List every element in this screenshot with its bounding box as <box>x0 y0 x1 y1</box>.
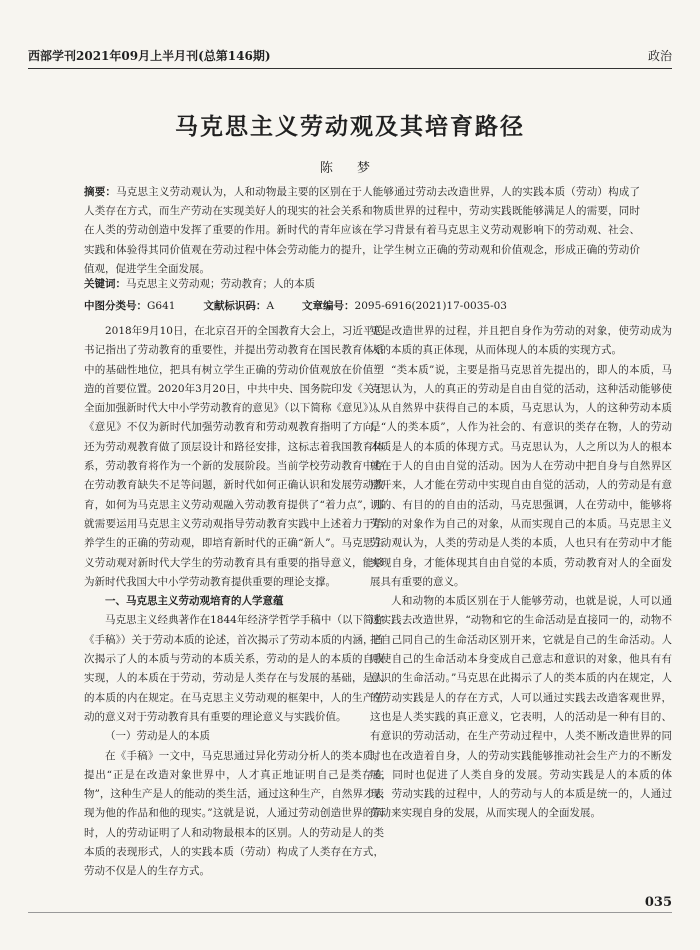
document-code: 文献标识码：A <box>203 300 275 312</box>
article-meta <box>84 297 640 316</box>
article-number: 文章编号：2095-6916(2021)17-0035-03 <box>302 300 507 312</box>
clc-number: 中图分类号：G641 <box>84 300 176 312</box>
footer-rule <box>28 912 672 913</box>
section-heading: 一、马克思主义劳动观培育的人学意蕴 <box>105 595 284 608</box>
body-paragraph: 在《手稿》一文中，马克思通过异化劳动分析人的类本质，提出“正是在改造对象世界中，人才真正地证明自己是类存在物”，这种生产是人的能动的类生活，通过这种生产，自然界才表现为他的作品和他的现实。”这就是说，人通过劳动创造世界的同时，人的劳动证明了人和动物最根本的区别。人的劳动是人的类本质的表现形式，人的实践本质（劳动）构成了人类存在方式，劳动不仅是人的生存方式。 <box>84 749 384 878</box>
keywords <box>84 275 640 294</box>
body-column-left <box>84 322 384 882</box>
body-paragraph: 马克思主义经典著作在1844年经济学哲学手稿中（以下简称《手稿》）关于劳动本质的论述，首次揭示了劳动本质的内涵，首次揭示了人的本质与劳动的本质关系，劳动的是人的本质的自我实现，人的本质在于劳动，劳动是人类存在与发展的基础，是人的本质的内在规定。在马克思主义劳动观的框架中，人的生产劳动的意义对于劳动教育具有重要的理论意义与实践价值。 <box>84 614 384 723</box>
abstract-text: 马克思主义劳动观认为，人和动物最主要的区别在于人能够通过劳动去改造世界，人的实践本质（劳动）构成了人类存在方式，而生产劳动在实现美好人的现实的社会关系和物质世界的过程中，劳动实践既能够满足人的需要，同时在人类的劳动创造中发挥了重要的作用。新时代的青年应该在学习背景有着马克思主义劳动观影响下的劳动观、社会、实践和体验得其同价值观在劳动过程中体会劳动能力的提升，让学生树立正确的劳动观和价值观念，形成正确的劳动价值观，促进学生全面发展。 <box>84 186 641 275</box>
abstract-label: 摘要： <box>84 186 117 198</box>
keywords-label: 关键词： <box>84 278 126 290</box>
keywords-text: 马克思主义劳动观；劳动教育；人的本质 <box>126 278 315 290</box>
journal-name: 西部学刊2021年09月上半月刊(总第146期) <box>28 49 271 63</box>
body-paragraph: 更是改造世界的过程，并且把自身作为劳动的对象，使劳动成为人的本质的真正体现，从而体现人的本质的实现方式。 <box>370 325 672 357</box>
abstract <box>84 183 640 279</box>
body-paragraph: 2018年9月10日，在北京召开的全国教育大会上，习近平总书记指出了劳动教育的重要性，并提出劳动教育在国民教育体系中的基础性地位，把具有树立学生正确的劳动价值观放在价值塑造的首要位置。2020年3月20日，中共中央、国务院印发《关于全面加强新时代大中小学劳动教育的意见》（以下简称《意见》）。《意见》不仅为新时代加强劳动教育和劳动观教育指明了方向，还为劳动观教育做了顶层设计和路径安排，这标志着我国教育体系，劳动教育将作为一个新的发展阶段。当前学校劳动教育中存在劳动教育缺失不足等问题，新时代如何正确认识和发展劳动教育，如何为马克思主义劳动观融入劳动教育提供了“着力点”，那就需要运用马克思主义劳动观指导劳动教育实践中上述着力于培养学生的正确的劳动观，即培育新时代的正确“新人”。马克思主义劳动观对新时代大学生的劳动教育具有重要的指导意义，能够为新时代我国大中小学劳动教育提供重要的理论支撑。 <box>84 325 384 588</box>
subsection-heading: （一）劳动是人的本质 <box>105 730 210 743</box>
body-paragraph: “类本质”说，主要是指马克思首先提出的，即人的本质，马克思认为，人的真正的劳动是自由自觉的活动，这种活动能够使人从自然界中获得自己的本质，马克思认为，人的这种劳动本质是“人的类本质”，人作为社会的、有意识的类存在物，人的劳动本质是人的本质的体现方式。马克思认为，人之所以为人的根本就在于人的自由自觉的活动。因为人在劳动中把自身与自然界区别开来，人才能在劳动中实现自由自觉的活动，人的劳动是有意识的、有目的的自由的活动，马克思强调，人在劳动中，能够将劳动的对象作为自己的对象，从而实现自己的本质。马克思主义劳动观认为，人类的劳动是人类的本质，人也只有在劳动中才能实现自身，才能体现其自由自觉的本质，劳动教育对人的全面发展具有重要的意义。 <box>370 363 672 588</box>
body-paragraph: 人和动物的本质区别在于人能够劳动，也就是说，人可以通过实践去改造世界，“动物和它的生命活动是直接同一的，动物不把自己同自己的生命活动区别开来，它就是自己的生命活动。人则使自己的生命活动本身变成自己意志和意识的对象，他具有有意识的生命活动。”马克思在此揭示了人的类本质的内在规定，人的劳动实践是人的存在方式，人可以通过实践去改造客观世界，这也是人类实践的真正意义，它表明，人的活动是一种有目的、有意识的劳动活动，在生产劳动过程中，人类不断改造世界的同时也在改造着自身，人的劳动实践能够推动社会生产力的不断发展，同时也促进了人类自身的发展。劳动实践是人的本质的体现，劳动实践的过程中，人的劳动与人的本质是统一的，人通过劳动来实现自身的发展，从而实现人的全面发展。 <box>370 595 672 820</box>
article-title: 马克思主义劳动观及其培育路径 <box>175 113 525 140</box>
body-column-right <box>370 322 672 824</box>
article-author: 陈 梦 <box>319 161 381 176</box>
running-header <box>28 40 672 69</box>
page-number: 035 <box>644 895 672 910</box>
section-name: 政治 <box>647 49 672 63</box>
